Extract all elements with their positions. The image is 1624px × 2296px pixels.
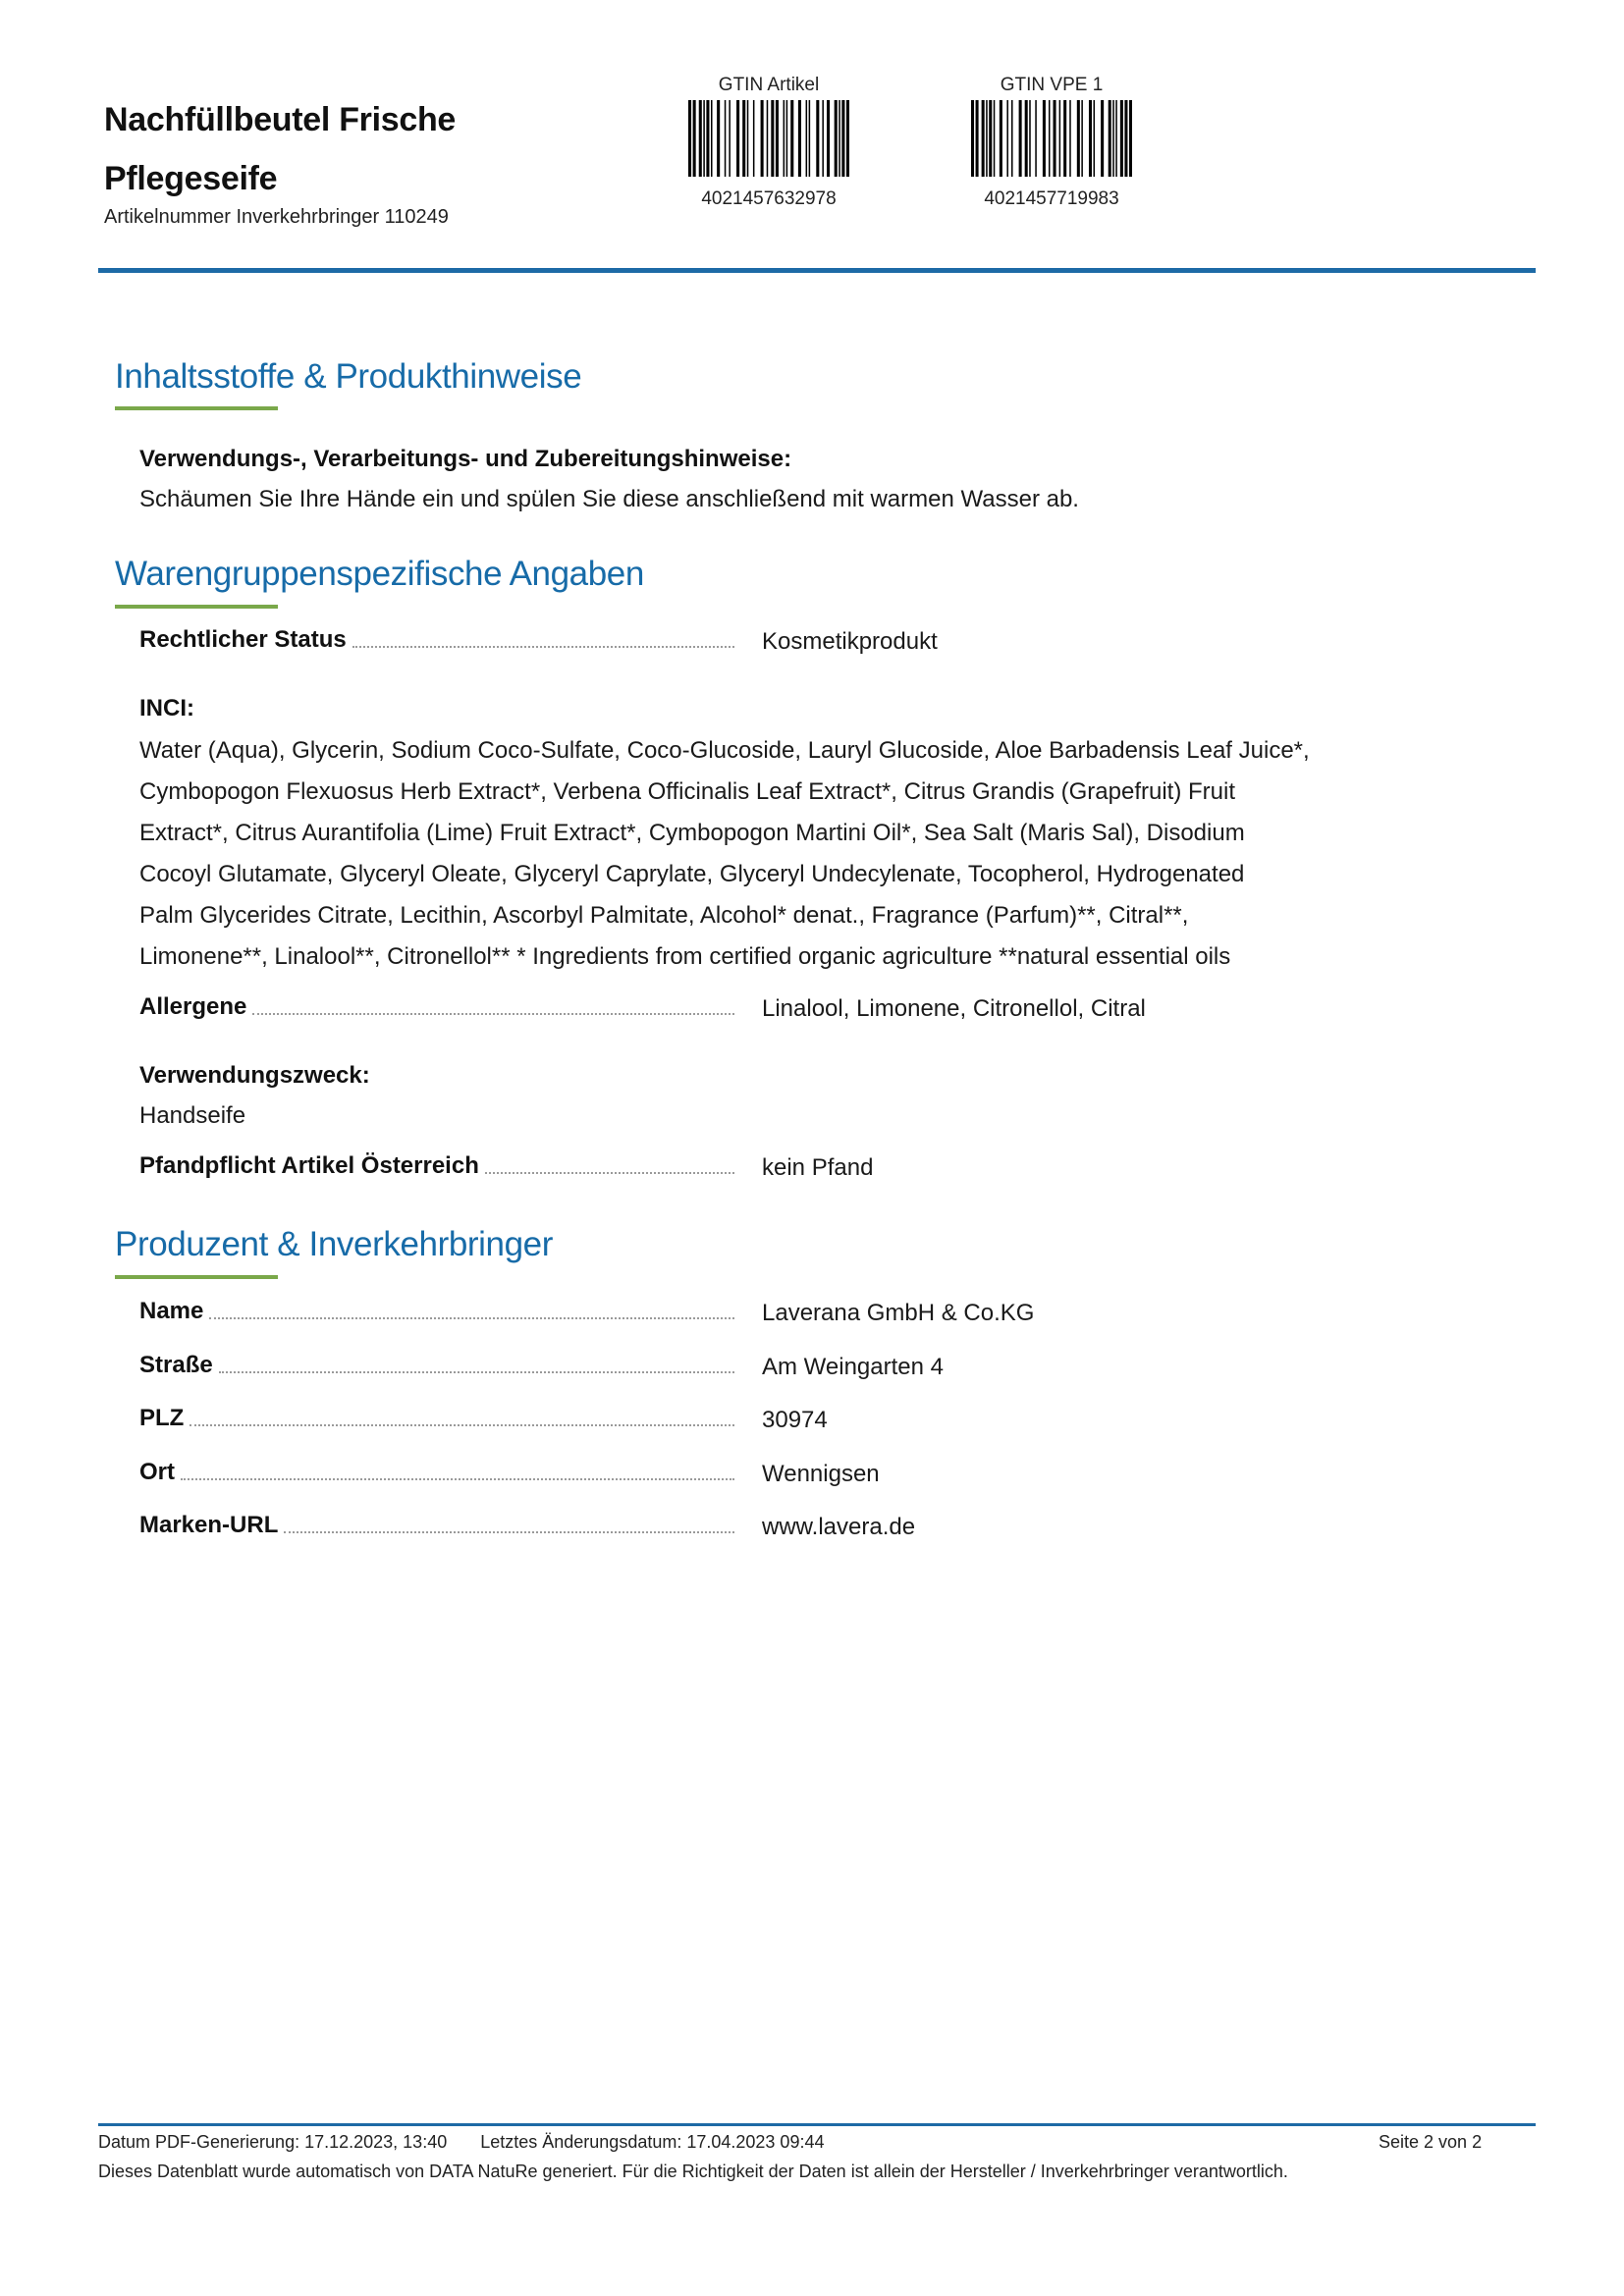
usage-text: Schäumen Sie Ihre Hände ein und spülen Sie diese anschließend mit warmen Wasser ab. (139, 486, 1079, 512)
inci-line: Limonene**, Linalool**, Citronellol** * Ingredients from certified organic agriculture **natural essential oils (139, 943, 1231, 970)
barcode-bar (1109, 100, 1111, 177)
leader-dots (352, 646, 734, 648)
producer-key: Marken-URL (139, 1512, 279, 1538)
barcode-bar (1115, 100, 1117, 177)
barcode-bar (1101, 100, 1104, 177)
barcode-bar (806, 100, 808, 177)
footer-modified: Letztes Änderungsdatum: 17.04.2023 09:44 (480, 2132, 825, 2152)
barcode-bar (822, 100, 824, 177)
producer-value: Laverana GmbH & Co.KG (762, 1300, 1035, 1326)
leader-dots (252, 1013, 734, 1015)
product-title-line2: Pflegeseife (104, 160, 278, 197)
producer-key: Ort (139, 1459, 175, 1485)
producer-value: 30974 (762, 1407, 828, 1433)
product-title (104, 90, 615, 208)
header-divider (98, 268, 1536, 273)
barcode-bar (1129, 100, 1132, 177)
leader-dots (189, 1424, 734, 1426)
barcode-bar (1069, 100, 1071, 177)
deposit-key: Pfandpflicht Artikel Österreich (139, 1152, 479, 1179)
barcode-gtin-vpe (958, 73, 1145, 210)
section-underline (115, 1275, 278, 1279)
product-title-line1: Nachfüllbeutel Frische (104, 101, 457, 138)
barcode-bar (784, 100, 785, 177)
legal-status-value: Kosmetikprodukt (762, 628, 938, 655)
barcode-bar (1124, 100, 1127, 177)
barcode-bar (1000, 100, 1002, 177)
leader-dots (209, 1317, 734, 1319)
barcode-image (680, 100, 857, 177)
barcode-bar (1081, 100, 1083, 177)
producer-row-name (139, 1296, 1416, 1329)
barcode-label: GTIN Artikel (718, 75, 820, 95)
barcode-bar (989, 100, 992, 177)
footer-divider (98, 2123, 1536, 2126)
barcode-bar (1043, 100, 1046, 177)
barcode-bar (976, 100, 979, 177)
barcode-bar (1094, 100, 1096, 177)
barcode-bar (994, 100, 996, 177)
footer-disclaimer: Dieses Datenblatt wurde automatisch von DATA NatuRe generiert. Für die Richtigkeit der Daten ist allein der Hersteller / Inverkehrbringer verantwortlich. (98, 2162, 1288, 2181)
barcode-bar (1019, 100, 1022, 177)
inci-line: Palm Glycerides Citrate, Lecithin, Ascorbyl Palmitate, Alcohol* denat., Fragrance (Parfum)**, Citral**, (139, 902, 1189, 929)
barcode-gtin-article (676, 73, 862, 210)
barcode-bar (846, 100, 849, 177)
leader-dots (219, 1371, 734, 1373)
footer-dates (98, 2132, 824, 2153)
page-number: Seite 2 von 2 (1379, 2132, 1483, 2152)
barcode-bar (761, 100, 764, 177)
barcode-bar (706, 100, 709, 177)
producer-row-street (139, 1350, 1416, 1383)
barcode-bar (736, 100, 739, 177)
barcode-bar (1049, 100, 1051, 177)
barcode-bar (1054, 100, 1056, 177)
barcode-bar (747, 100, 749, 177)
producer-key: Straße (139, 1352, 213, 1378)
barcode-number: 4021457632978 (701, 188, 837, 209)
article-number: Artikelnummer Inverkehrbringer 110249 (104, 206, 449, 228)
barcode-bar (982, 100, 985, 177)
barcode-bar (699, 100, 702, 177)
leader-dots (181, 1478, 734, 1480)
barcode-bar (816, 100, 819, 177)
purpose-label: Verwendungszweck: (139, 1062, 370, 1089)
producer-value: Wennigsen (762, 1461, 880, 1487)
inci-line: Cocoyl Glutamate, Glyceryl Oleate, Glyceryl Caprylate, Glyceryl Undecylenate, Tocopherol, Hydrogenated (139, 861, 1245, 887)
barcode-bar (1059, 100, 1061, 177)
inci-line: Water (Aqua), Glycerin, Sodium Coco-Sulfate, Coco-Glucoside, Lauryl Glucoside, Aloe Barbadensis Leaf Juice*, (139, 737, 1310, 764)
barcode-number: 4021457719983 (984, 188, 1119, 209)
section-underline (115, 605, 278, 609)
barcode-bar (841, 100, 844, 177)
barcode-bar (798, 100, 801, 177)
barcode-bar (711, 100, 713, 177)
barcode-label: GTIN VPE 1 (1000, 75, 1104, 95)
footer-generated: Datum PDF-Generierung: 17.12.2023, 13:40 (98, 2132, 448, 2152)
leader-dots (284, 1531, 734, 1533)
barcode-bar (703, 100, 705, 177)
barcode-bar (776, 100, 779, 177)
barcode-bar (1029, 100, 1031, 177)
barcode-bar (786, 100, 788, 177)
section-heading-ingredients: Inhaltsstoffe & Produkthinweise (115, 357, 582, 396)
producer-value: Am Weingarten 4 (762, 1354, 944, 1380)
barcode-bar (971, 100, 974, 177)
barcode-bar (1011, 100, 1013, 177)
barcode-bar (809, 100, 811, 177)
barcode-bar (693, 100, 696, 177)
allergens-key: Allergene (139, 993, 247, 1020)
barcode-bar (790, 100, 793, 177)
inci-line: Extract*, Citrus Aurantifolia (Lime) Fruit Extract*, Cymbopogon Martini Oil*, Sea Salt (Maris Sal), Disodium (139, 820, 1245, 846)
inci-label: INCI: (139, 695, 194, 721)
barcode-bar (688, 100, 691, 177)
inci-text (139, 730, 1416, 978)
section-underline (115, 406, 278, 410)
barcode-bar (1035, 100, 1037, 177)
barcode-bar (1112, 100, 1114, 177)
section-heading-product-group: Warengruppenspezifische Angaben (115, 555, 644, 593)
inci-line: Cymbopogon Flexuosus Herb Extract*, Verbena Officinalis Leaf Extract*, Citrus Grandis (Grapefruit) Fruit (139, 778, 1236, 805)
barcode-bar (839, 100, 840, 177)
allergens-value: Linalool, Limonene, Citronellol, Citral (762, 995, 1146, 1022)
barcode-bar (717, 100, 720, 177)
barcode-bar (771, 100, 774, 177)
allergens-row (139, 991, 1416, 1025)
producer-key: Name (139, 1298, 204, 1324)
producer-row-zip (139, 1403, 1416, 1436)
barcode-bar (1006, 100, 1008, 177)
deposit-value: kein Pfand (762, 1154, 874, 1181)
producer-key: PLZ (139, 1405, 185, 1431)
usage-label: Verwendungs-, Verarbeitungs- und Zubereitungshinweise: (139, 446, 792, 472)
barcode-bar (827, 100, 830, 177)
brand-url[interactable]: www.lavera.de (762, 1514, 916, 1540)
producer-row-url (139, 1510, 1416, 1543)
barcode-bar (1025, 100, 1028, 177)
barcode-bar (1077, 100, 1080, 177)
barcode-bar (1120, 100, 1123, 177)
barcode-bar (725, 100, 727, 177)
producer-row-city (139, 1457, 1416, 1490)
barcode-bar (986, 100, 988, 177)
barcode-image (963, 100, 1140, 177)
barcode-bar (753, 100, 755, 177)
barcode-bar (1089, 100, 1092, 177)
barcode-bar (729, 100, 731, 177)
barcode-bar (767, 100, 769, 177)
deposit-row (139, 1150, 1416, 1184)
legal-status-key: Rechtlicher Status (139, 626, 347, 653)
barcode-bar (1063, 100, 1066, 177)
section-heading-producer: Produzent & Inverkehrbringer (115, 1225, 553, 1263)
barcode-bar (835, 100, 838, 177)
leader-dots (485, 1172, 734, 1174)
barcode-bar (742, 100, 745, 177)
legal-status-row (139, 624, 1416, 658)
purpose-text: Handseife (139, 1102, 246, 1129)
